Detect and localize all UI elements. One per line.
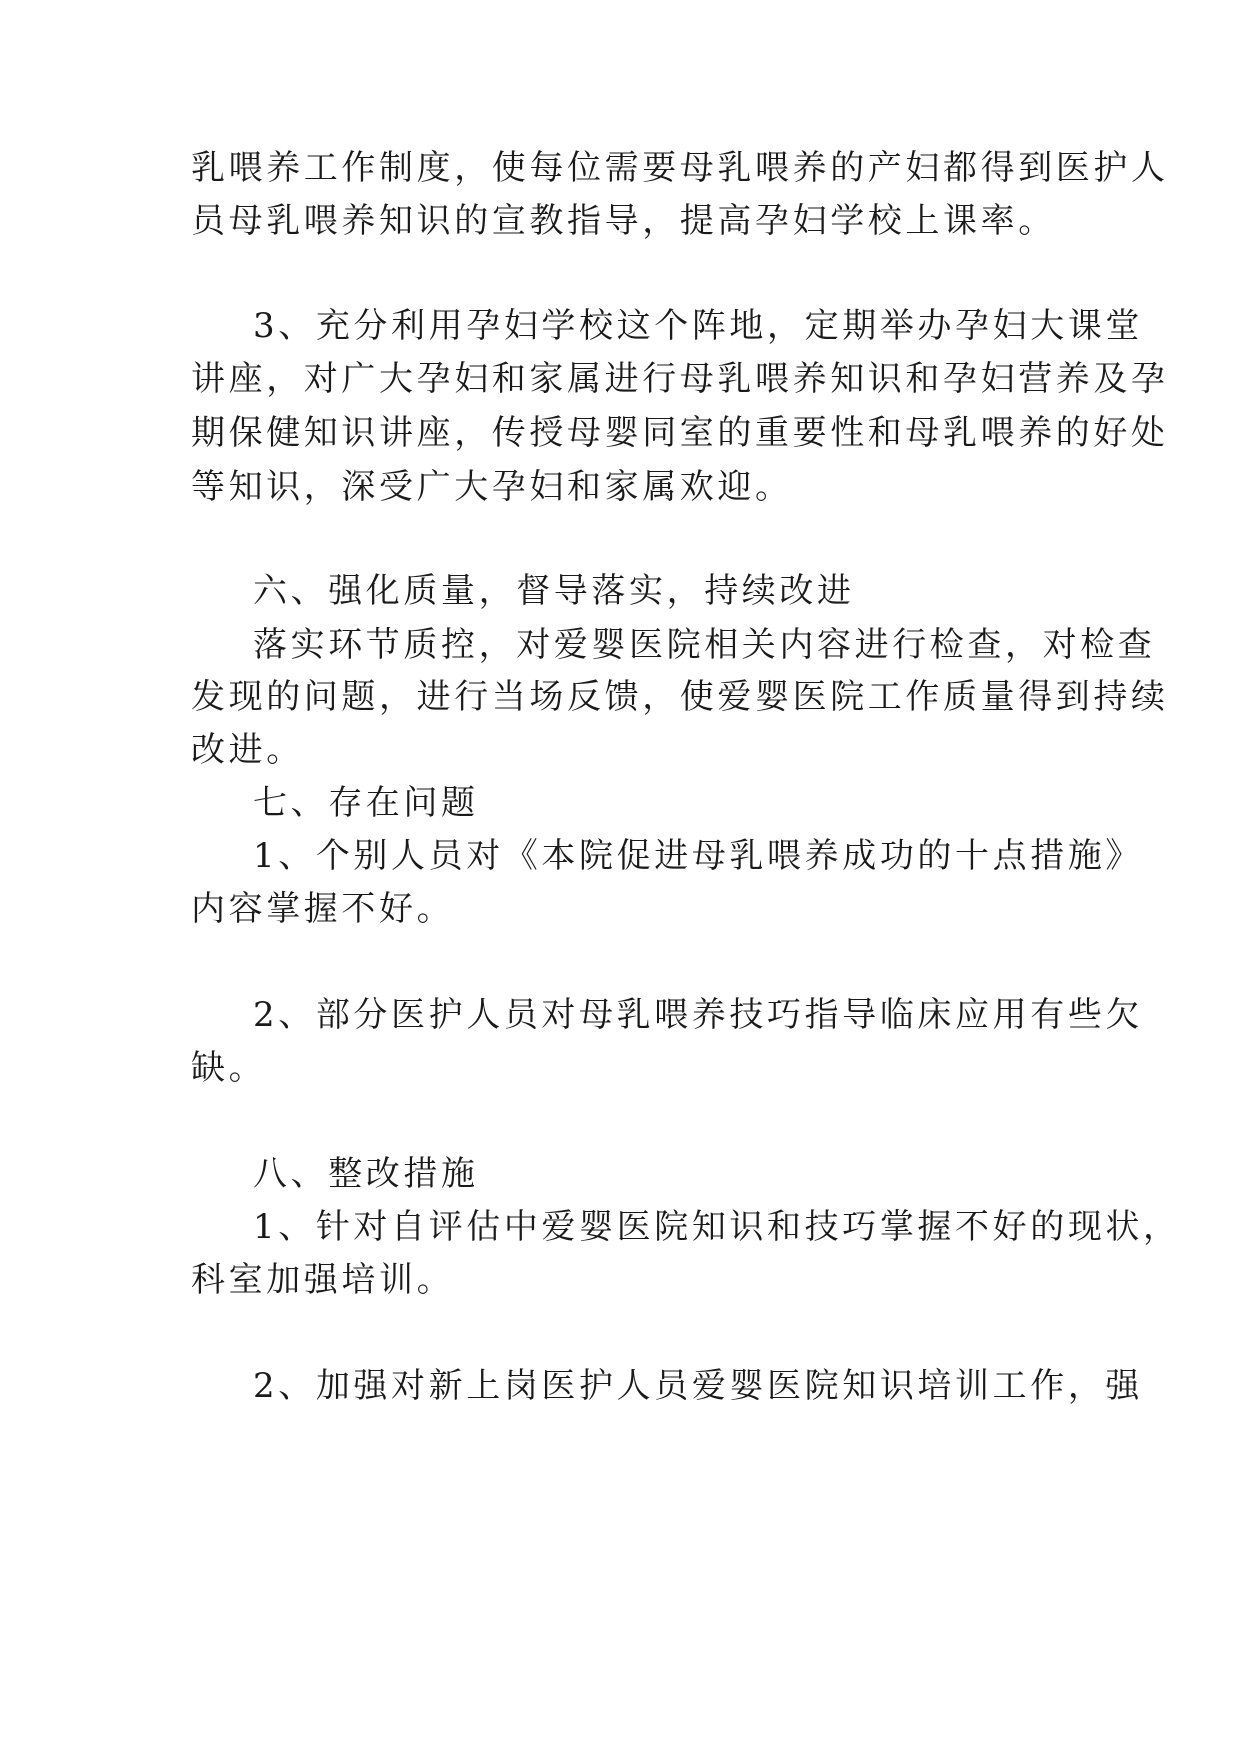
section-heading: 六、强化质量，督导落实，持续改进: [253, 571, 855, 611]
text-line: 乳喂养工作制度，使每位需要母乳喂养的产妇都得到医护人: [191, 148, 1169, 188]
text-line: 发现的问题，进行当场反馈，使爱婴医院工作质量得到持续: [191, 677, 1169, 717]
text-line: 等知识，深受广大孕妇和家属欢迎。: [191, 467, 793, 507]
paragraph-start: 1、个别人员对《本院促进母乳喂养成功的十点措施》: [253, 836, 1144, 876]
text-line: 改进。: [191, 730, 304, 770]
text-line: 缺。: [191, 1048, 267, 1088]
text-line: 员母乳喂养知识的宣教指导，提高孕妇学校上课率。: [191, 201, 1056, 241]
paragraph-start: 落实环节质控，对爱婴医院相关内容进行检查，对检查: [253, 625, 1156, 665]
paragraph-start: 2、加强对新上岗医护人员爱婴医院知识培训工作，强: [253, 1366, 1144, 1406]
paragraph-start: 2、部分医护人员对母乳喂养技巧指导临床应用有些欠: [253, 995, 1144, 1035]
section-heading: 七、存在问题: [253, 783, 479, 823]
text-line: 内容掌握不好。: [191, 889, 455, 929]
paragraph-start: 1、针对自评估中爱婴医院知识和技巧掌握不好的现状，: [253, 1207, 1181, 1247]
text-line: 讲座，对广大孕妇和家属进行母乳喂养知识和孕妇营养及孕: [191, 359, 1169, 399]
section-heading: 八、整改措施: [253, 1154, 479, 1194]
text-line: 科室加强培训。: [191, 1260, 455, 1300]
text-line: 期保健知识讲座，传授母婴同室的重要性和母乳喂养的好处: [191, 413, 1169, 453]
paragraph-start: 3、充分利用孕妇学校这个阵地，定期举办孕妇大课堂: [253, 306, 1144, 346]
